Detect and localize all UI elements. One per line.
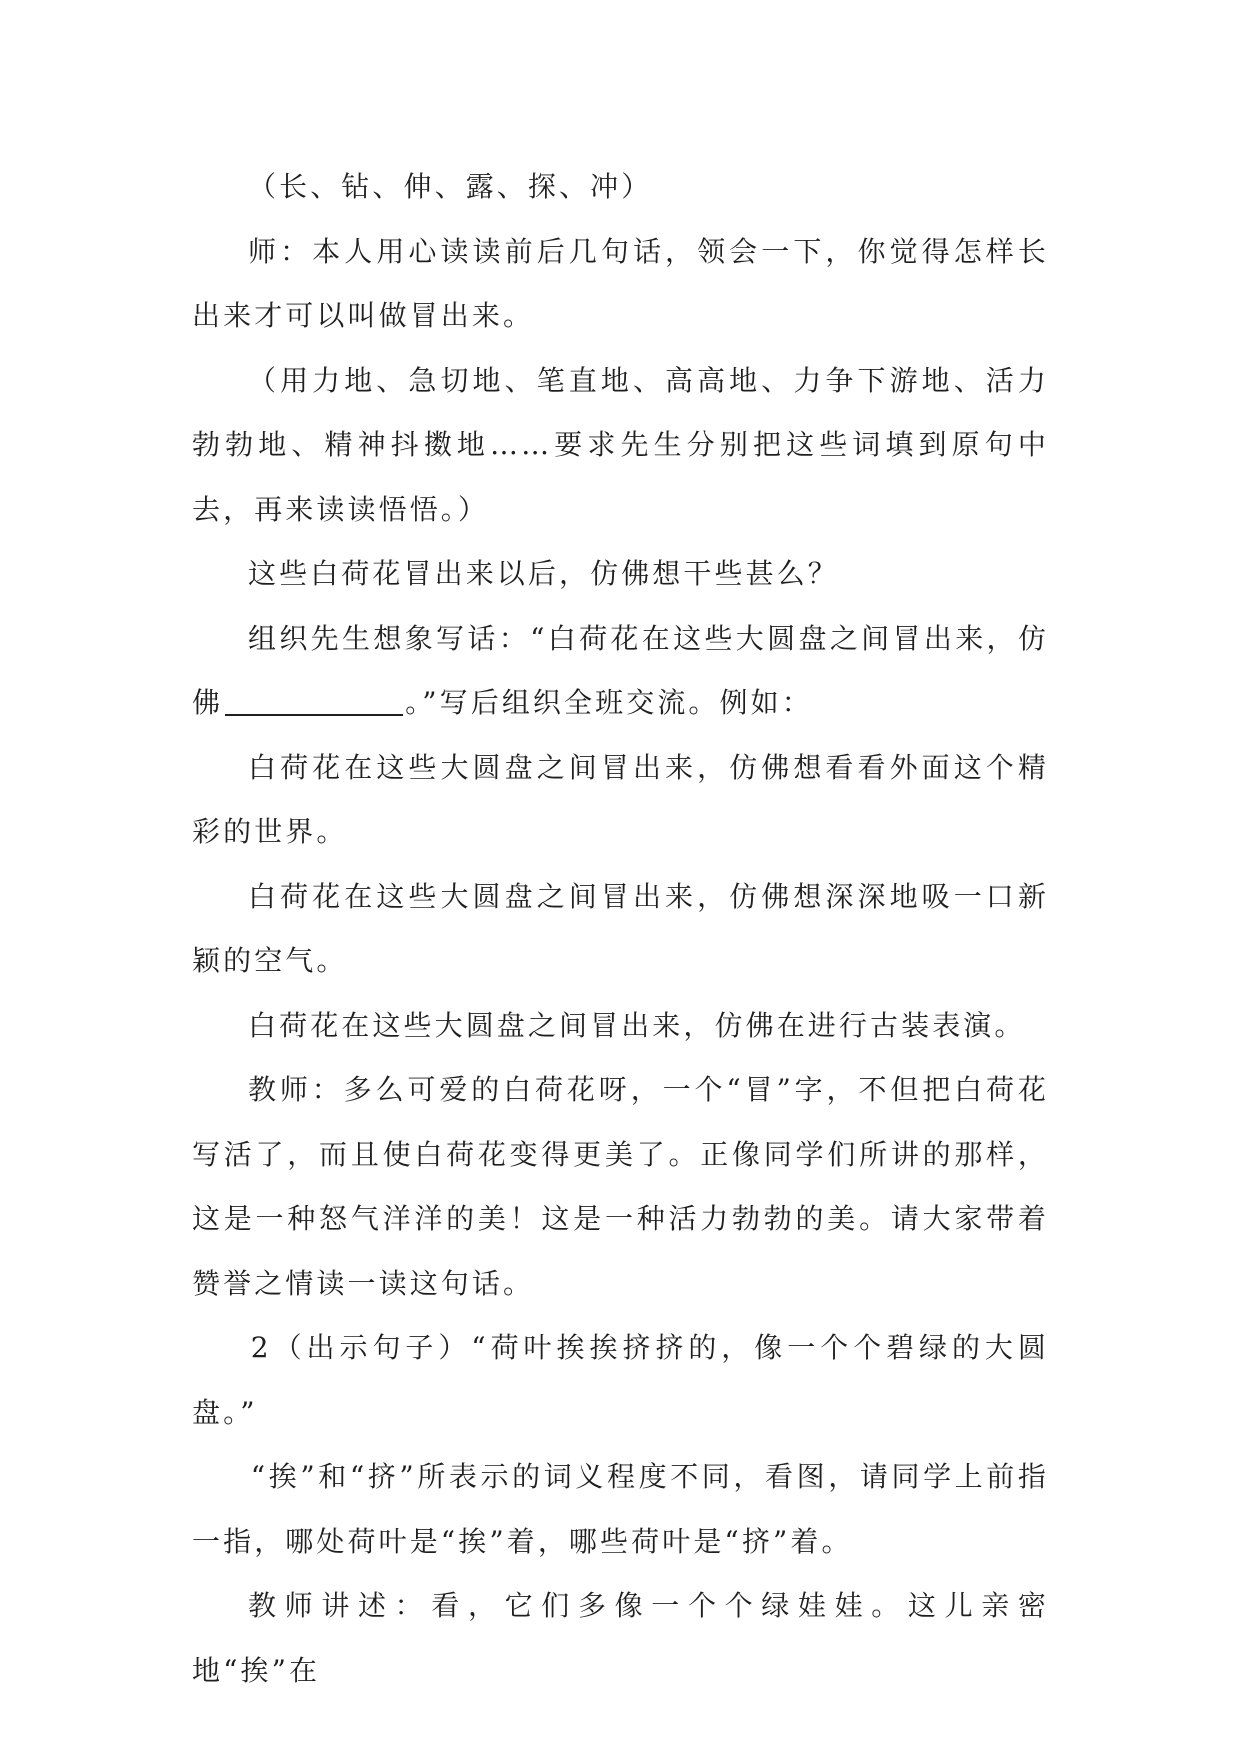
paragraph-show-sentence: 2（出示句子）“荷叶挨挨挤挤的，像一个个碧绿的大圆盘。” xyxy=(192,1331,1049,1429)
paragraph-example-2: 白荷花在这些大圆盘之间冒出来，仿佛想深深地吸一口新颖的空气。 xyxy=(192,879,1049,977)
paragraph-word-comparison: “挨”和“挤”所表示的词义程度不同，看图，请同学上前指一指，哪处荷叶是“挨”着，哪些荷叶是“挤”着。 xyxy=(192,1460,1049,1558)
writing-prompt-text-end: 。”写后组织全班交流。例如： xyxy=(405,686,813,719)
paragraph-teacher-narration: 教师讲述：看，它们多像一个个绿娃娃。这儿亲密地“挨”在 xyxy=(192,1589,1049,1687)
paragraph-teacher-question: 师：本人用心读读前后几句话，领会一下，你觉得怎样长出来才可以叫做冒出来。 xyxy=(192,234,1049,332)
paragraph-teacher-summary: 教师：多么可爱的白荷花呀，一个“冒”字，不但把白荷花写活了，而且使白荷花变得更美了。正像同学们所讲的那样，这是一种怒气洋洋的美！这是一种活力勃勃的美。请大家带着赞誉之情读一读这句话。 xyxy=(192,1073,1049,1300)
paragraph-example-1: 白荷花在这些大圆盘之间冒出来，仿佛想看看外面这个精彩的世界。 xyxy=(192,750,1049,848)
paragraph-question: 这些白荷花冒出来以后，仿佛想干些甚么？ xyxy=(248,557,839,590)
paragraph-example-3: 白荷花在这些大圆盘之间冒出来，仿佛在进行古装表演。 xyxy=(248,1008,1026,1042)
paragraph-writing-prompt xyxy=(192,607,1049,736)
paragraph-verb-options: （长、钻、伸、露、探、冲） xyxy=(248,170,653,203)
writing-prompt-text: 组织先生想象写话：“白荷花在这些大圆盘之间冒出来，仿佛 xyxy=(192,621,1049,719)
document-body xyxy=(192,155,1049,1703)
paragraph-adverb-options: （用力地、急切地、笔直地、高高地、力争下游地、活力勃勃地、精神抖擞地……要求先生分别把这些词填到原句中去，再来读读悟悟。） xyxy=(192,363,1049,526)
fill-in-blank xyxy=(225,686,403,716)
